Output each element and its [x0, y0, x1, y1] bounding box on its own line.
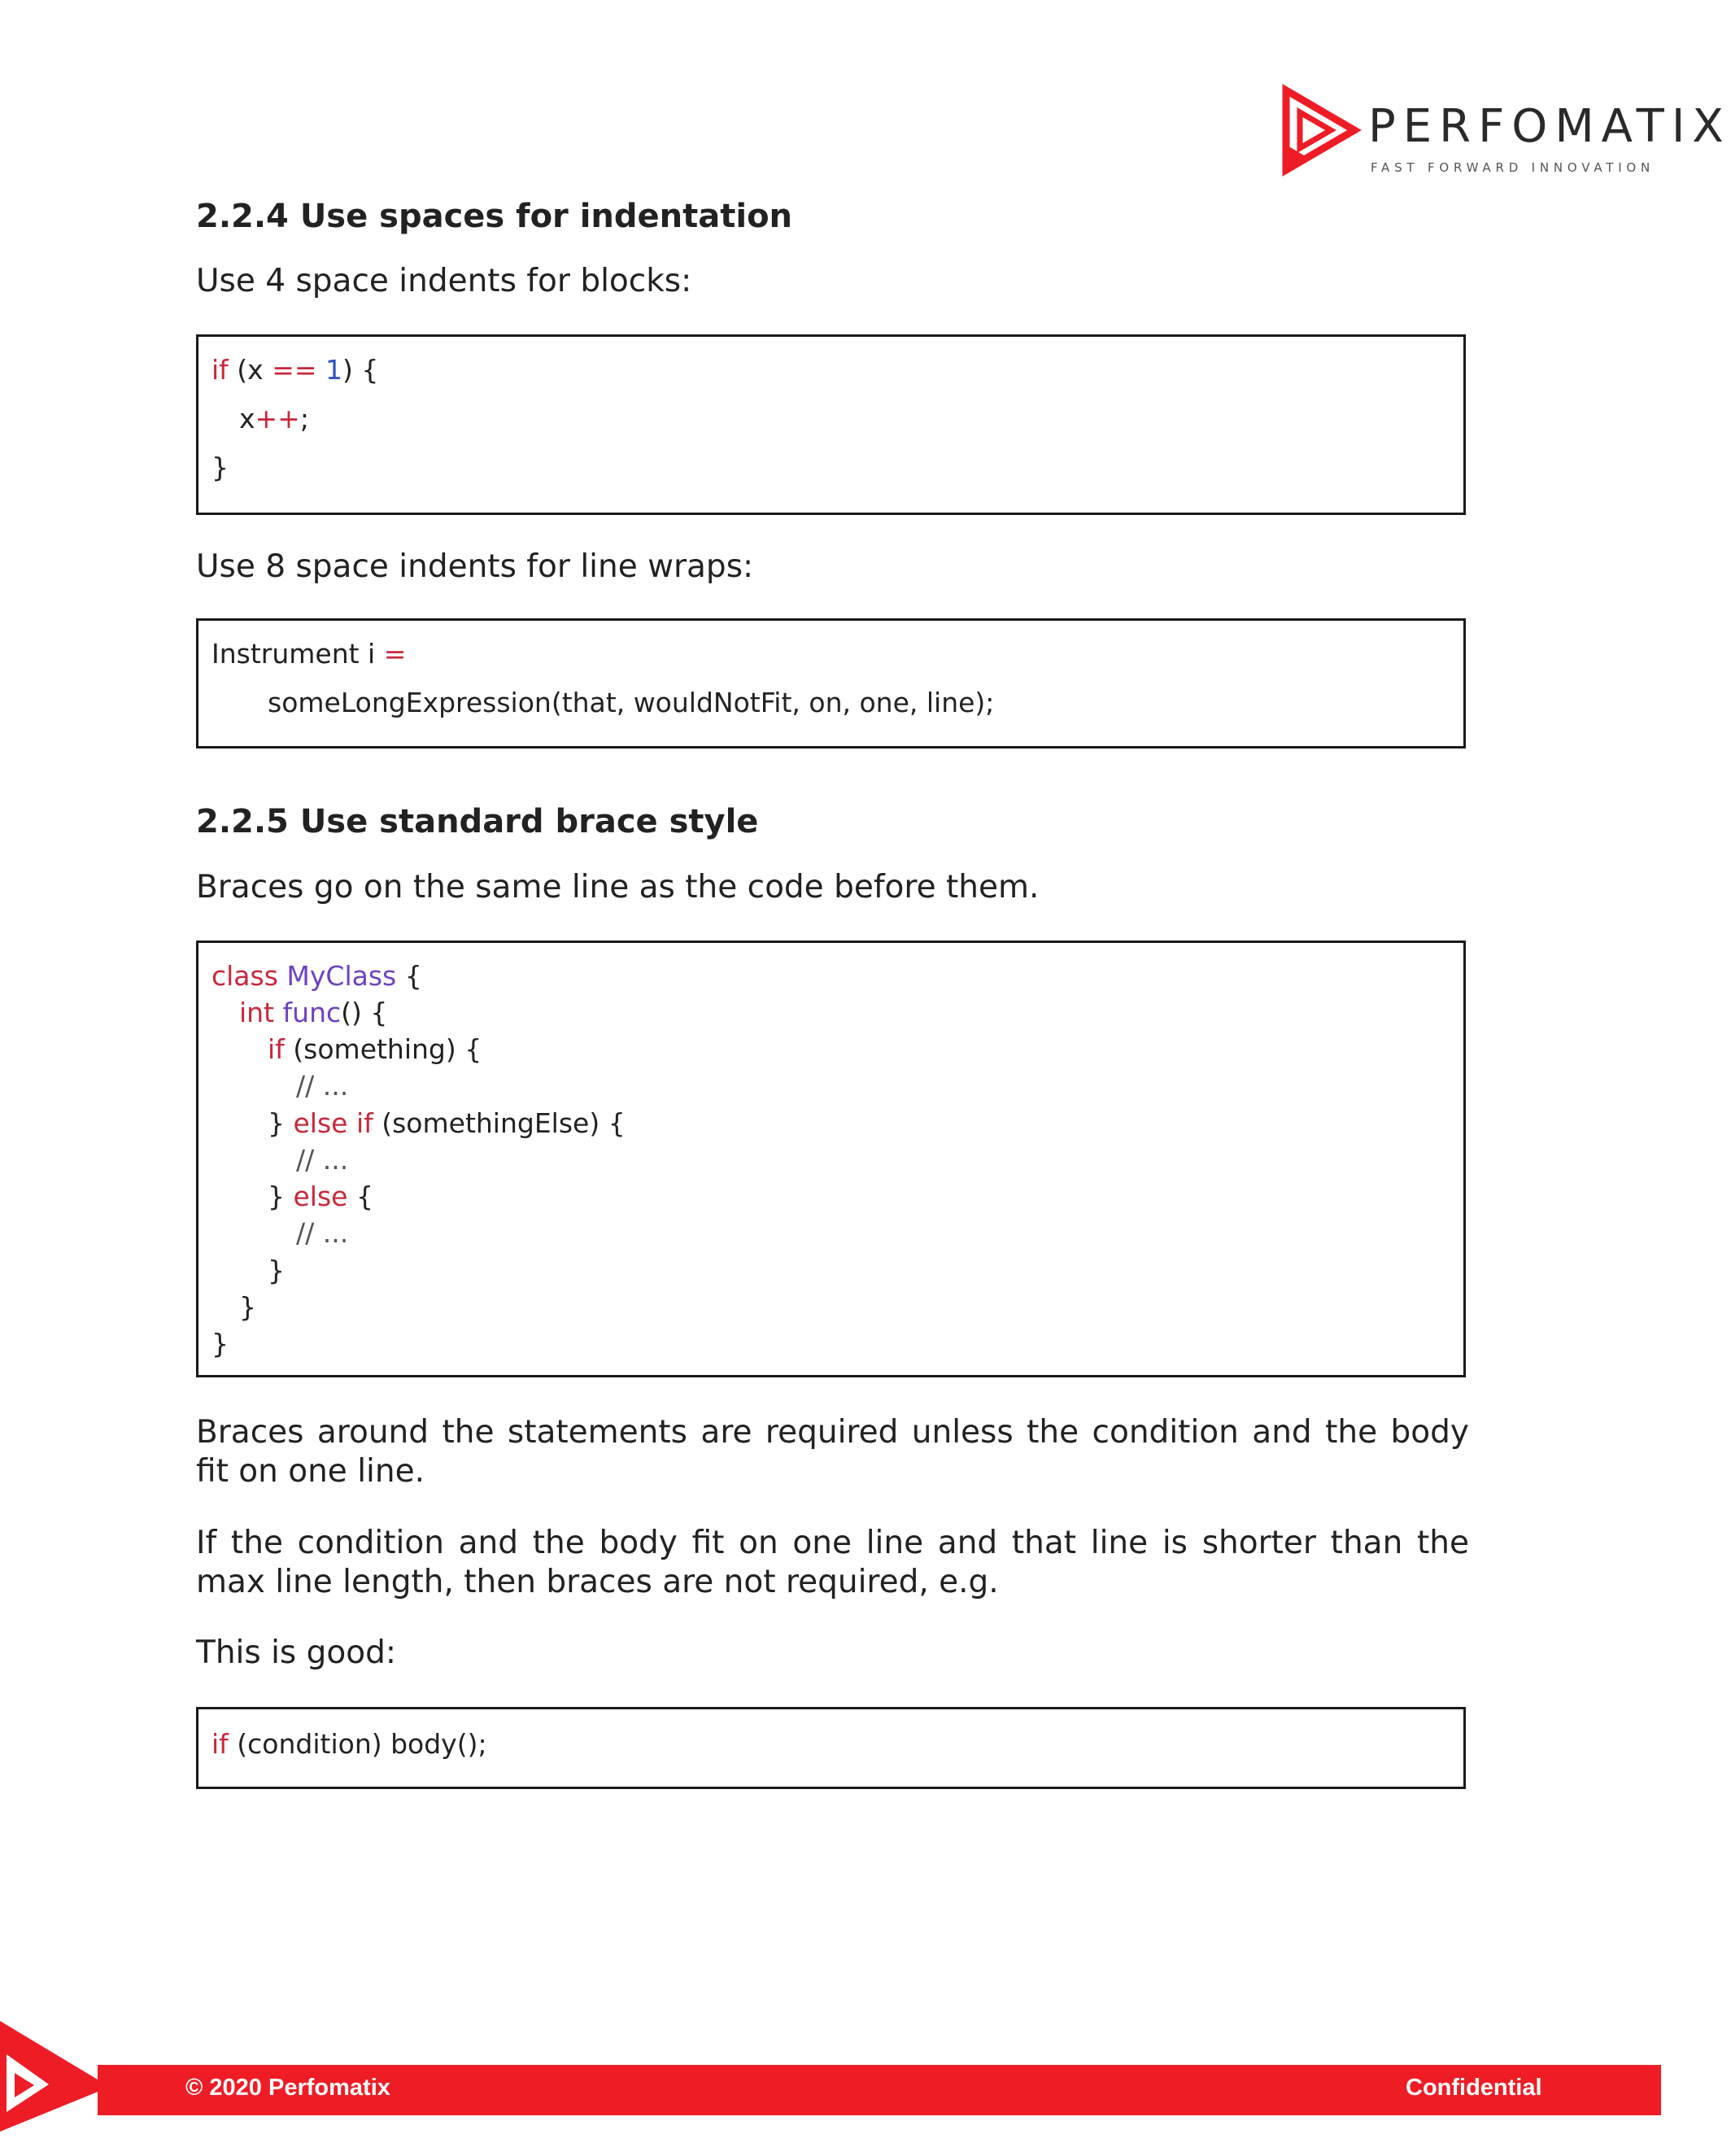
footer-arrow-logo-icon [0, 2010, 114, 2132]
paragraph-braces-not-required: If the condition and the body fit on one line and that line is shorter than the max line length, then braces are not required, e.g. [196, 1525, 1469, 1600]
paragraph-this-is-good: This is good: [196, 1634, 397, 1671]
play-arrow-logo-icon [1284, 88, 1357, 172]
code-block-8-space [196, 618, 1466, 748]
perfomatix-logo [1284, 88, 1731, 177]
code-comment: // ... [296, 1070, 349, 1102]
code-line: class MyClass { [211, 960, 422, 992]
footer-confidential: Confidential [1406, 2075, 1542, 2101]
intro-brace-style: Braces go on the same line as the code before them. [196, 869, 1040, 906]
code-line: } [268, 1255, 285, 1286]
page-footer [0, 2010, 1666, 2140]
code-comment: // ... [296, 1144, 349, 1176]
code-line: } [211, 1328, 229, 1360]
code-line: if (x == 1) { [211, 354, 379, 386]
footer-copyright: © 2020 Perfomatix [185, 2075, 390, 2101]
paragraph-braces-required: Braces around the statements are required unless the condition and the body fit on one line. [196, 1414, 1469, 1490]
code-line: Instrument i = [211, 638, 407, 670]
code-block-4-space [196, 334, 1466, 515]
code-line: } [239, 1291, 256, 1323]
section-heading-2-2-4: 2.2.4 Use spaces for indentation [196, 198, 793, 235]
intro-8-space: Use 8 space indents for line wraps: [196, 548, 754, 585]
code-line: } [211, 452, 229, 483]
code-line: int func() { [239, 997, 388, 1028]
intro-4-space: Use 4 space indents for blocks: [196, 263, 692, 299]
code-block-brace-style [196, 941, 1466, 1377]
code-line: if (condition) body(); [211, 1728, 487, 1760]
code-line: } else if (somethingElse) { [268, 1107, 626, 1139]
section-heading-2-2-5: 2.2.5 Use standard brace style [196, 803, 759, 840]
code-comment: // ... [296, 1217, 349, 1249]
code-line: x++; [239, 403, 309, 434]
brand-wordmark: PERFOMATIX [1368, 100, 1731, 153]
brand-tagline: FAST FORWARD INNOVATION [1371, 160, 1655, 175]
code-block-good-example [196, 1707, 1466, 1789]
code-line: if (something) { [268, 1033, 482, 1065]
code-line: } else { [268, 1181, 373, 1212]
code-line: someLongExpression(that, wouldNotFit, on, one, line); [268, 687, 995, 718]
